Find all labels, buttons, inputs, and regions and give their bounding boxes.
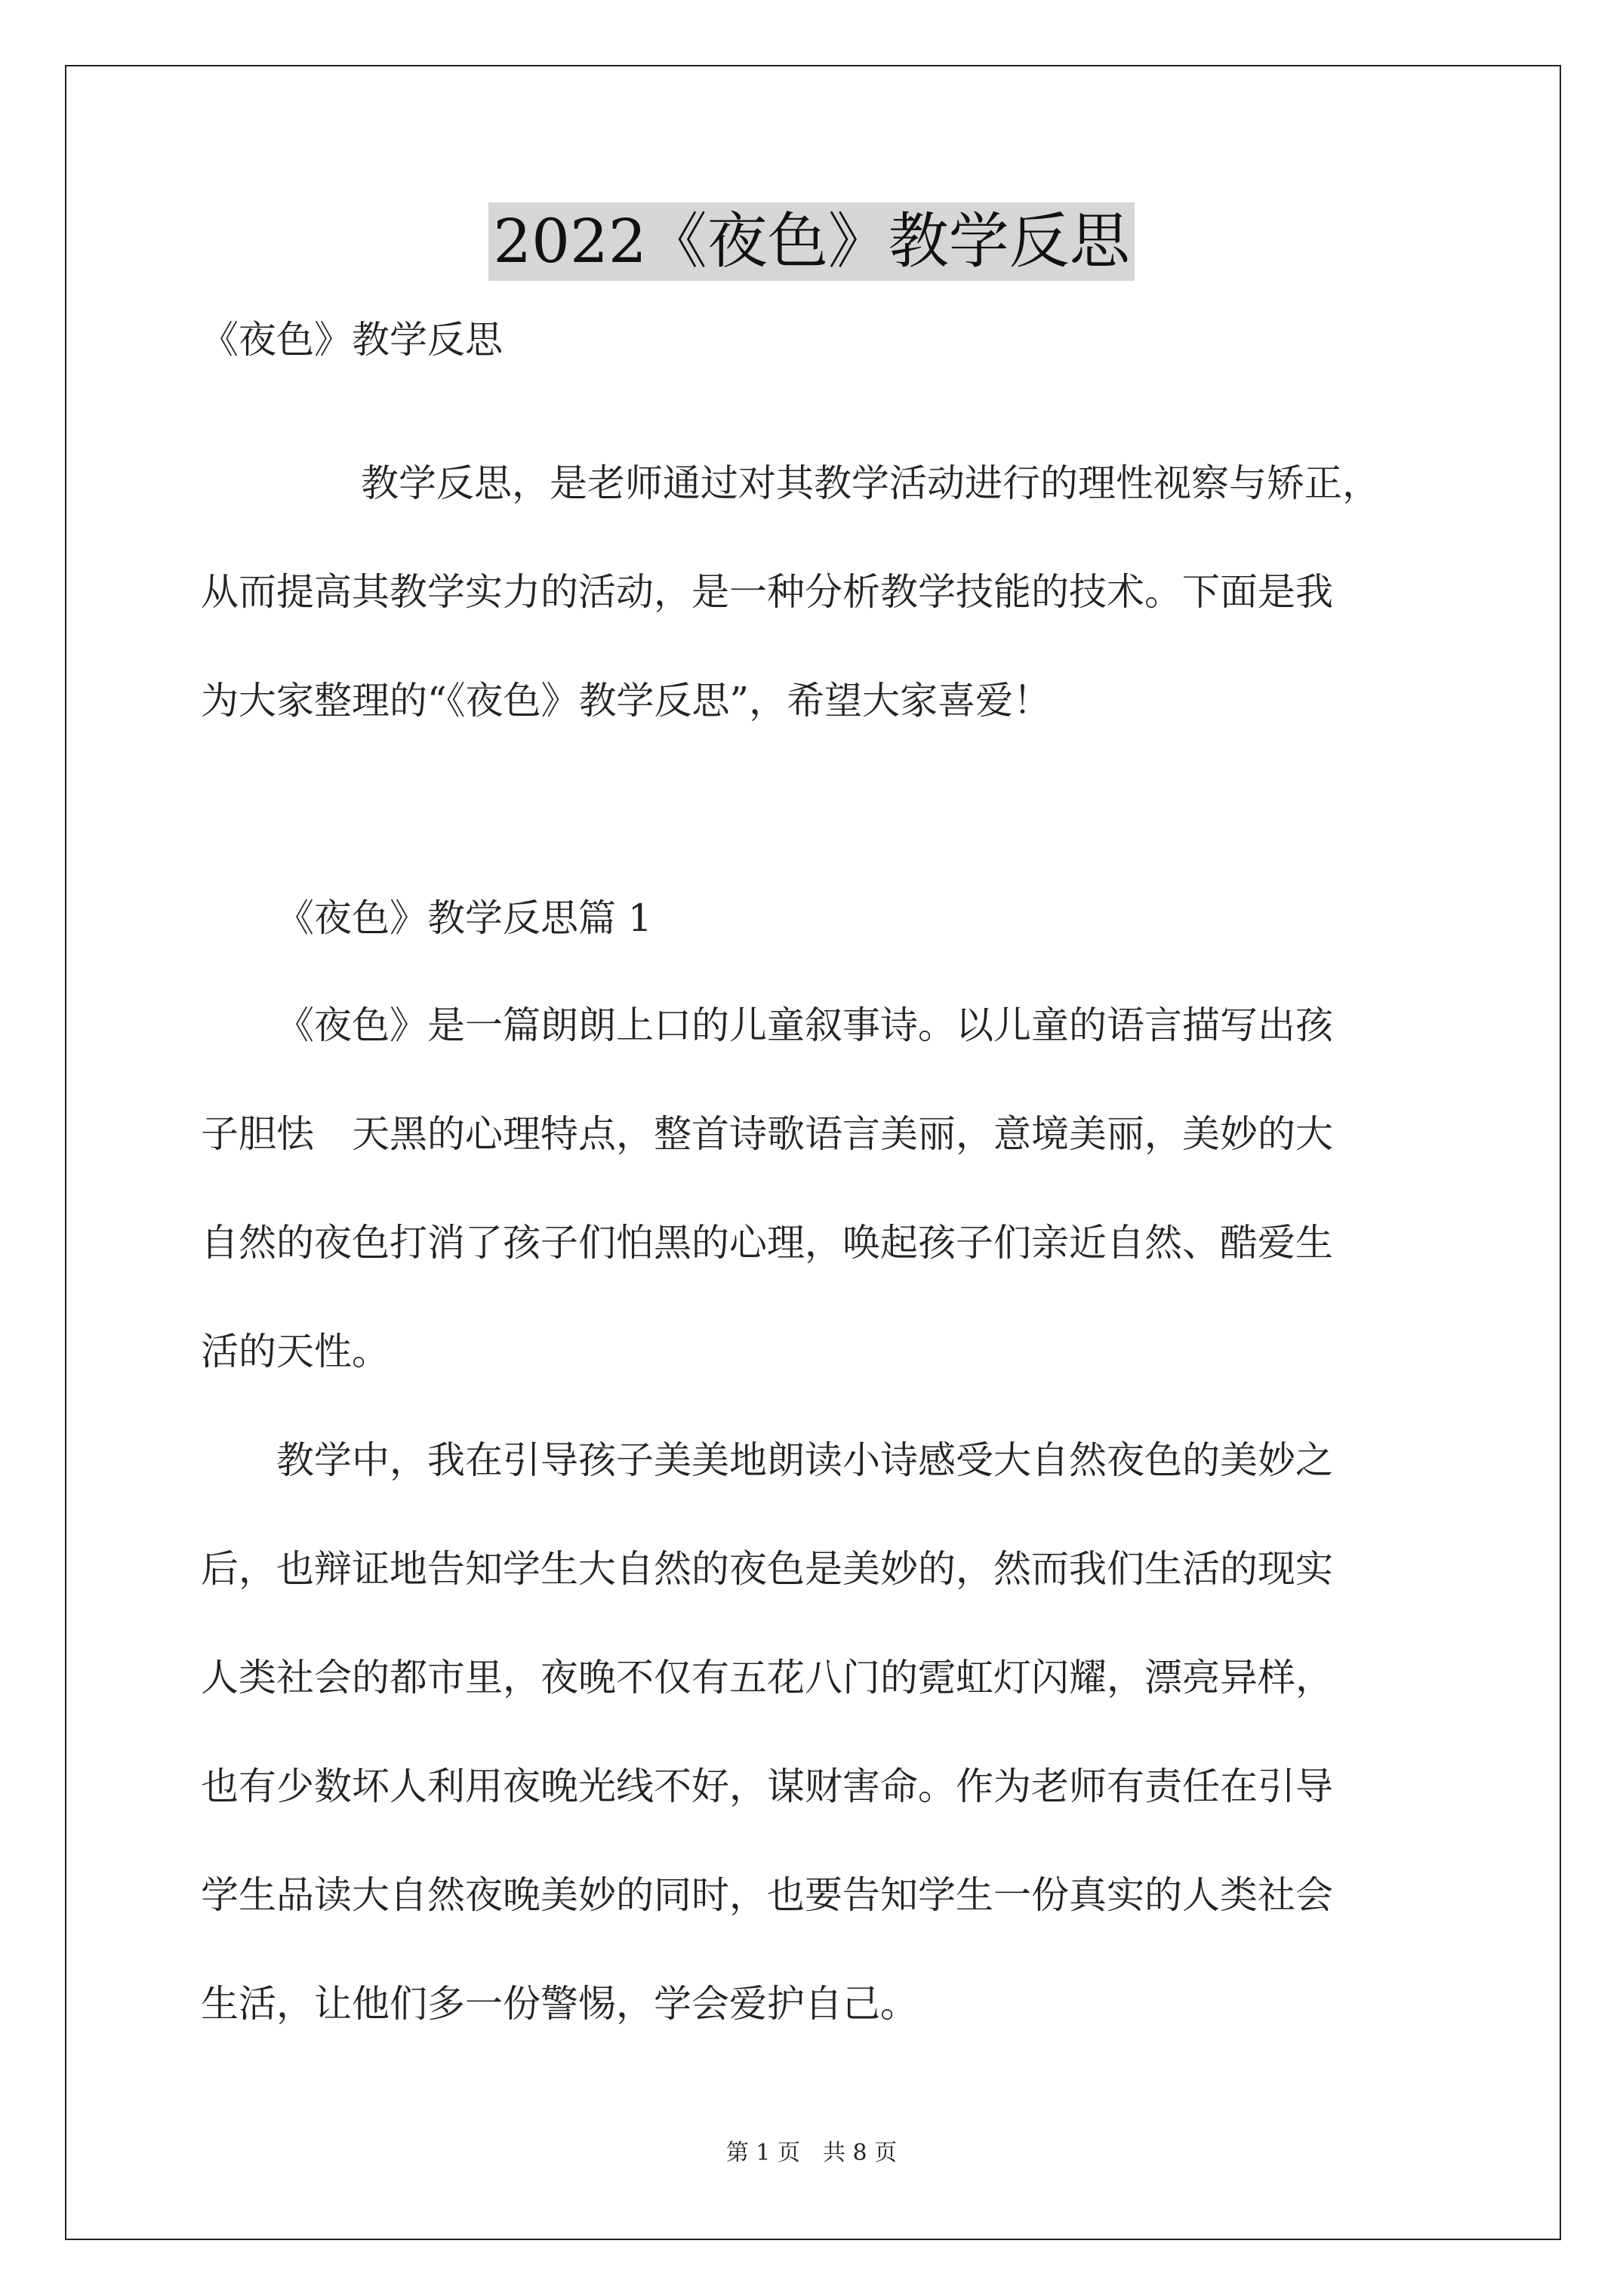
paragraph-line: 生活，让他们多一份警惕，学会爱护自己。: [201, 1982, 918, 2026]
intro-line: 为大家整理的“《夜色》教学反思”，希望大家喜爱！: [201, 679, 1052, 723]
paragraph-line: 学生品读大自然夜晚美妙的同时，也要告知学生一份真实的人类社会: [201, 1873, 1333, 1917]
paragraph-line: 也有少数坏人利用夜晚光线不好，谋财害命。作为老师有责任在引导: [201, 1764, 1333, 1808]
document-title: 2022《夜色》教学反思: [488, 202, 1135, 281]
paragraph-line: 活的天性。: [201, 1330, 390, 1373]
intro-line: 从而提高其教学实力的活动，是一种分析教学技能的技术。下面是我: [201, 570, 1333, 614]
paragraph-line: 《夜色》是一篇朗朗上口的儿童叙事诗。以儿童的语言描写出孩: [276, 1003, 1333, 1047]
paragraph-line: 教学中，我在引导孩子美美地朗读小诗感受大自然夜色的美妙之: [276, 1438, 1333, 1482]
paragraph-line: 后，也辩证地告知学生大自然的夜色是美妙的，然而我们生活的现实: [201, 1547, 1333, 1591]
paragraph-line: 子胆怯 天黑的心理特点，整首诗歌语言美丽，意境美丽，美妙的大: [201, 1112, 1333, 1156]
page-footer: 第 1 页 共 8 页: [725, 2140, 898, 2166]
paragraph-line: 人类社会的都市里，夜晚不仅有五花八门的霓虹灯闪耀，漂亮异样，: [201, 1656, 1333, 1700]
paragraph-line: 自然的夜色打消了孩子们怕黑的心理，唤起孩子们亲近自然、酷爱生: [201, 1221, 1333, 1265]
section-heading: 《夜色》教学反思篇 1: [276, 896, 652, 940]
document-subtitle: 《夜色》教学反思: [201, 318, 503, 362]
intro-line: 教学反思，是老师通过对其教学活动进行的理性视察与矫正，: [361, 461, 1380, 505]
document-title-container: [0, 202, 1623, 281]
